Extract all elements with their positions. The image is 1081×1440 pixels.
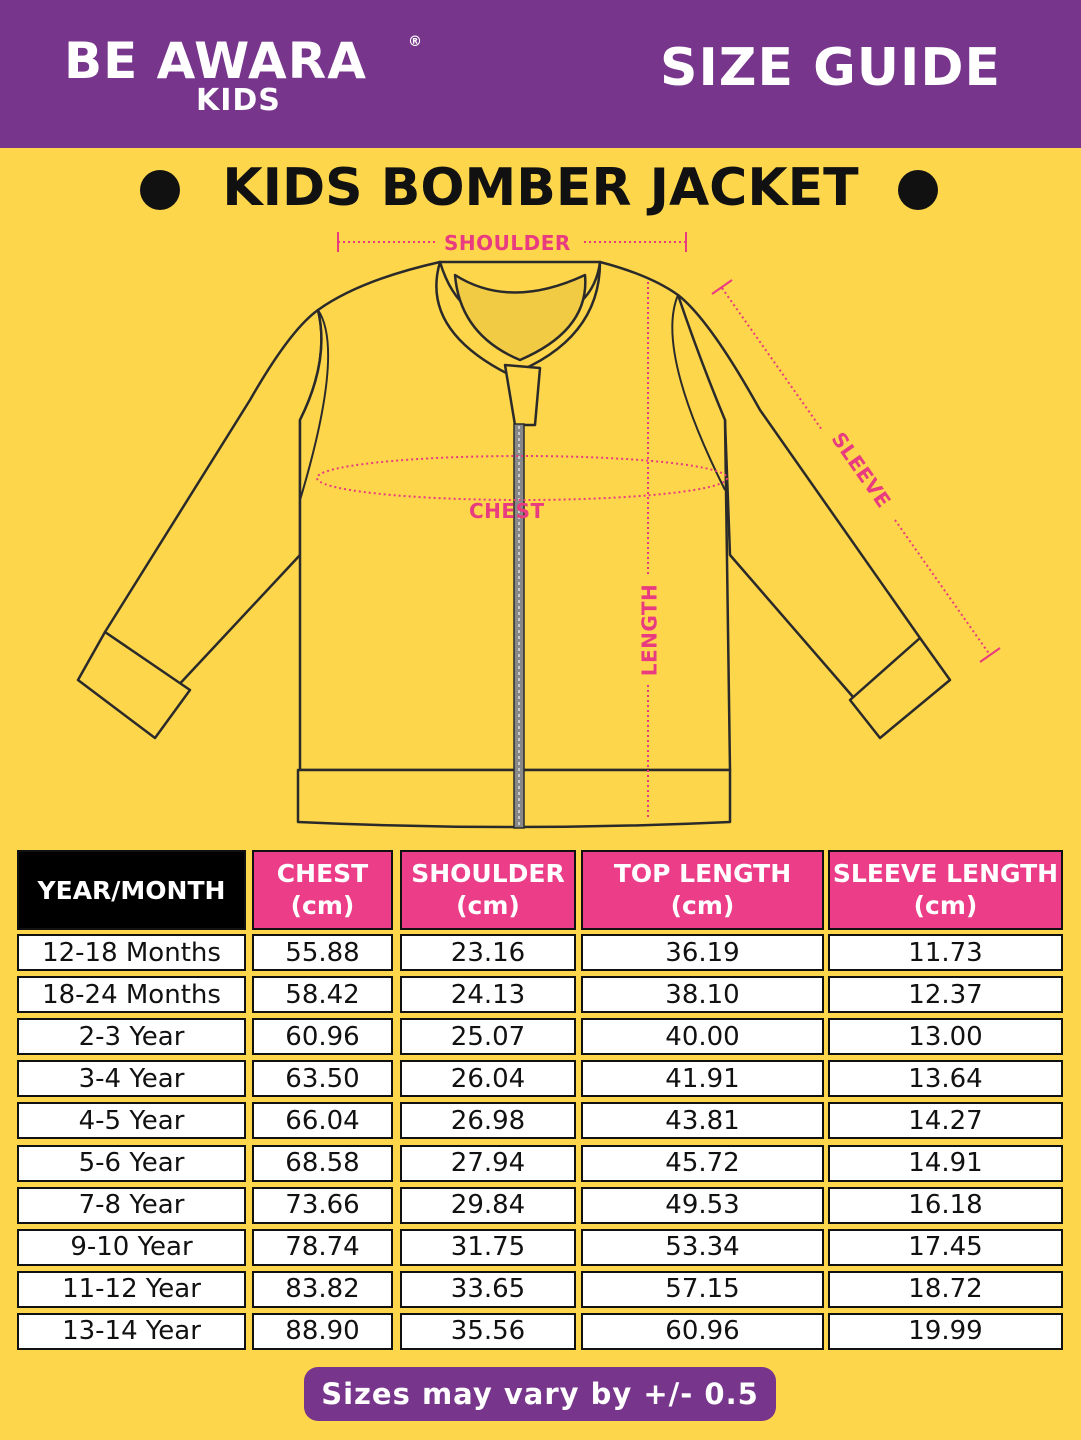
- chest-label: CHEST: [469, 499, 545, 523]
- shoulder-label: SHOULDER: [444, 231, 571, 255]
- header-top-length-text: TOP LENGTH: [613, 859, 792, 888]
- table-cell-sleeve-length: 12.37: [828, 976, 1063, 1013]
- header-shoulder-unit: (cm): [456, 891, 520, 920]
- table-cell-chest: 63.50: [252, 1060, 393, 1097]
- table-cell-top-length: 41.91: [581, 1060, 824, 1097]
- table-cell-top-length: 40.00: [581, 1018, 824, 1055]
- product-title: KIDS BOMBER JACKET: [222, 158, 859, 218]
- table-cell-chest: 78.74: [252, 1229, 393, 1266]
- header-top-length-unit: (cm): [670, 891, 735, 920]
- table-cell-top-length: 43.81: [581, 1102, 824, 1139]
- brand-subtitle: KIDS: [196, 83, 281, 118]
- table-cell-age: 4-5 Year: [17, 1102, 246, 1139]
- table-cell-shoulder: 26.98: [400, 1102, 576, 1139]
- table-cell-chest: 83.82: [252, 1271, 393, 1308]
- table-cell-sleeve-length: 11.73: [828, 934, 1063, 971]
- table-cell-age: 11-12 Year: [17, 1271, 246, 1308]
- table-cell-sleeve-length: 17.45: [828, 1229, 1063, 1266]
- table-cell-chest: 68.58: [252, 1145, 393, 1182]
- size-variance-note: Sizes may vary by +/- 0.5: [304, 1367, 776, 1421]
- table-cell-age: 7-8 Year: [17, 1187, 246, 1224]
- table-cell-shoulder: 29.84: [400, 1187, 576, 1224]
- table-cell-top-length: 53.34: [581, 1229, 824, 1266]
- header-sleeve-length-unit: (cm): [913, 891, 978, 920]
- table-cell-chest: 73.66: [252, 1187, 393, 1224]
- header-chest: [252, 850, 393, 930]
- table-cell-age: 3-4 Year: [17, 1060, 246, 1097]
- table-cell-shoulder: 35.56: [400, 1313, 576, 1350]
- header-top-length: [581, 850, 824, 930]
- header-year-month-text: YEAR/MONTH: [37, 875, 226, 905]
- table-cell-age: 9-10 Year: [17, 1229, 246, 1266]
- table-cell-age: 18-24 Months: [17, 976, 246, 1013]
- table-cell-shoulder: 24.13: [400, 976, 576, 1013]
- table-cell-sleeve-length: 16.18: [828, 1187, 1063, 1224]
- table-cell-chest: 88.90: [252, 1313, 393, 1350]
- table-cell-shoulder: 23.16: [400, 934, 576, 971]
- table-cell-top-length: 57.15: [581, 1271, 824, 1308]
- length-label: LENGTH: [637, 583, 662, 677]
- table-cell-sleeve-length: 13.00: [828, 1018, 1063, 1055]
- table-cell-sleeve-length: 14.27: [828, 1102, 1063, 1139]
- table-cell-age: 12-18 Months: [17, 934, 246, 971]
- table-cell-shoulder: 25.07: [400, 1018, 576, 1055]
- table-cell-sleeve-length: 13.64: [828, 1060, 1063, 1097]
- table-cell-top-length: 49.53: [581, 1187, 824, 1224]
- table-cell-chest: 55.88: [252, 934, 393, 971]
- table-cell-top-length: 45.72: [581, 1145, 824, 1182]
- header-sleeve-length-text: SLEEVE LENGTH: [832, 859, 1059, 888]
- table-cell-top-length: 36.19: [581, 934, 824, 971]
- header-shoulder-text: SHOULDER: [411, 859, 565, 888]
- header-sleeve-length: [828, 850, 1063, 930]
- table-cell-chest: 60.96: [252, 1018, 393, 1055]
- table-cell-shoulder: 27.94: [400, 1145, 576, 1182]
- table-cell-sleeve-length: 19.99: [828, 1313, 1063, 1350]
- table-cell-top-length: 38.10: [581, 976, 824, 1013]
- table-cell-age: 2-3 Year: [17, 1018, 246, 1055]
- table-cell-age: 13-14 Year: [17, 1313, 246, 1350]
- registered-mark: ®: [408, 34, 422, 50]
- size-guide-title: SIZE GUIDE: [660, 38, 1002, 98]
- table-cell-sleeve-length: 14.91: [828, 1145, 1063, 1182]
- table-cell-shoulder: 26.04: [400, 1060, 576, 1097]
- sleeve-label: SLEEVE: [826, 427, 896, 513]
- table-cell-sleeve-length: 18.72: [828, 1271, 1063, 1308]
- table-cell-chest: 58.42: [252, 976, 393, 1013]
- brand-logo: BE AWARA: [64, 32, 367, 90]
- header-bar: [0, 0, 1081, 148]
- table-cell-shoulder: 31.75: [400, 1229, 576, 1266]
- header-chest-unit: (cm): [290, 891, 355, 920]
- jacket-diagram: [0, 220, 1081, 840]
- table-cell-chest: 66.04: [252, 1102, 393, 1139]
- header-shoulder: [400, 850, 576, 930]
- header-year-month: [17, 850, 246, 930]
- table-cell-shoulder: 33.65: [400, 1271, 576, 1308]
- table-cell-age: 5-6 Year: [17, 1145, 246, 1182]
- right-bullet-icon: [898, 170, 938, 210]
- table-cell-top-length: 60.96: [581, 1313, 824, 1350]
- header-chest-text: CHEST: [276, 859, 369, 888]
